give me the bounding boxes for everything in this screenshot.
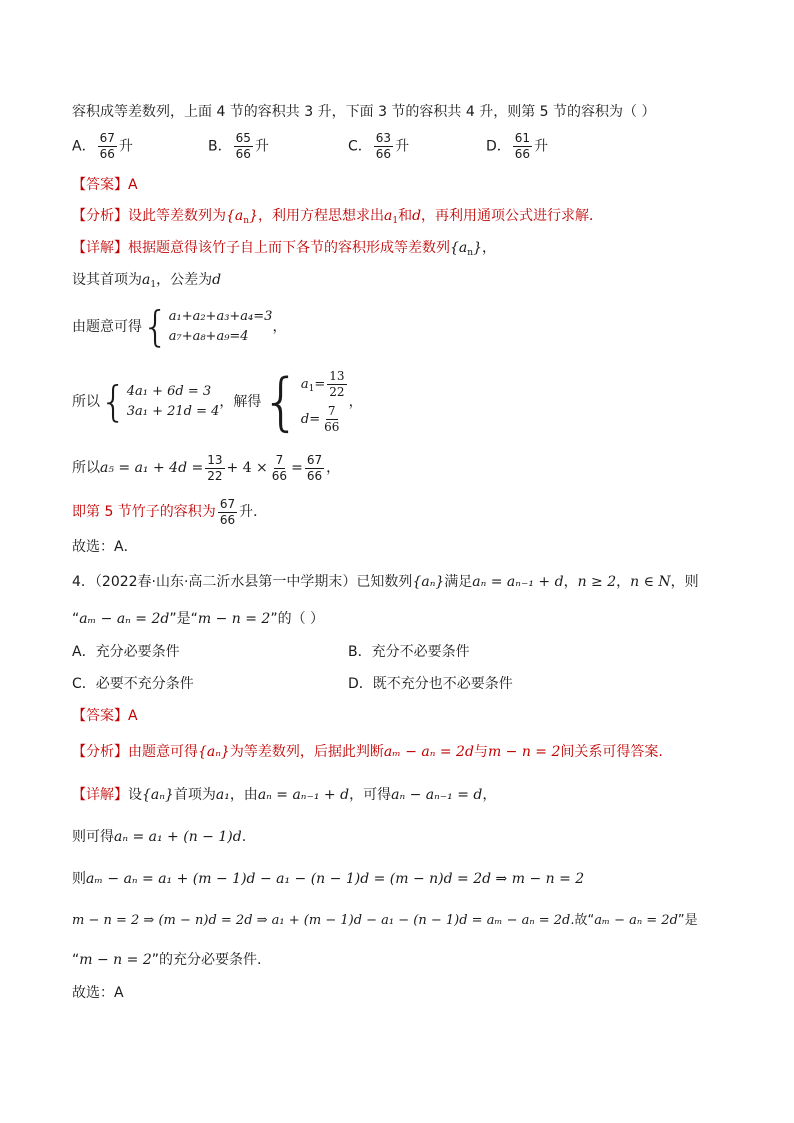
q3-system-2: 所以{ 4a₁ + 6d = 3 3a₁ + 21d = 4 ，解得{ $a_1=$ $\frac{13}{22}$ d= $\frac{7}{66}$ ， [72,365,363,438]
q4-option-a: A．充分必要条件 [72,644,180,660]
q3-option-c: C． $\frac{63}{66}$ 升 [348,131,410,161]
q3-option-d: D． $\frac{61}{66}$ 升 [486,131,549,161]
fraction: $\frac{67}{66}$ [99,131,115,161]
q4-stem-line2: “aₘ − aₙ = 2d”是“m − n = 2”的（ ） [72,611,325,627]
q4-choose: 故选：A [72,985,124,1001]
q3-analysis: 【分析】设此等差数列为$\{a_n\}$，利用方程思想求出$a_1$和d，再利用通项公式进行求解． [72,208,604,226]
q4-line-1: 则可得aₙ = a₁ + (n − 1)d. [72,829,247,845]
q4-answer: 【答案】A [72,708,138,724]
q3-stem: 容积成等差数列，上面 4 节的容积共 3 升，下面 3 节的容积共 4 升，则第 5 节的容积为（ ） [72,104,656,120]
q4-option-b: B．充分不必要条件 [348,644,470,660]
q3-answer: 【答案】A [72,177,138,193]
fraction: $\frac{61}{66}$ [514,131,531,161]
fraction: $\frac{65}{66}$ [235,131,251,161]
q3-first-term: 设其首项为$a_1$，公差为d [72,272,222,290]
q3-system-1: 由题意可得{ a₁+a₂+a₃+a₄=3 a₇+a₈+a₉=4 ， [72,302,287,351]
q4-option-d: D．既不充分也不必要条件 [348,676,513,692]
q4-detail: 【详解】设{aₙ}首项为a₁，由aₙ = aₙ₋₁ + d，可得aₙ − aₙ₋₁ = d， [72,787,497,803]
q3-conclusion: 即第 5 节竹子的容积为 $\frac{67}{66}$ 升． [72,496,268,527]
q4-line-4: “m − n = 2”的充分必要条件. [72,952,262,968]
q3-option-a: A． $\frac{67}{66}$ 升 [72,131,133,161]
q3-detail: 【详解】根据题意得该竹子自上而下各节的容积形成等差数列$\{a_n\}$， [72,240,496,258]
q4-line-3: m − n = 2 ⇒ (m − n)d = 2d ⇒ a₁ + (m − 1)d − a₁ − (n − 1)d = aₘ − aₙ = 2d.故“aₘ − aₙ = 2d”是 [72,913,698,928]
q4-analysis: 【分析】由题意可得{aₙ}为等差数列，后据此判断aₘ − aₙ = 2d与m − n = 2间关系可得答案. [72,744,663,760]
q3-option-b: B． $\frac{65}{66}$ 升 [208,131,269,161]
fraction: $\frac{63}{66}$ [375,131,392,161]
q4-option-c: C．必要不充分条件 [72,676,194,692]
q4-line-2: 则aₘ − aₙ = a₁ + (m − 1)d − a₁ − (n − 1)d = (m − n)d = 2d ⇒ m − n = 2 [72,871,585,887]
q4-stem: 4．（2022春·山东·高二沂水县第一中学期末）已知数列{aₙ}满足aₙ = aₙ₋₁ + d，n ≥ 2，n ∈ N，则 [72,574,699,590]
q3-choose: 故选：A． [72,539,138,555]
q3-calc: 所以a₅ = a₁ + 4d = $\frac{13}{22}$ + 4 × $\frac{7}{66}$ = $\frac{67}{66}$ ， [72,452,341,483]
